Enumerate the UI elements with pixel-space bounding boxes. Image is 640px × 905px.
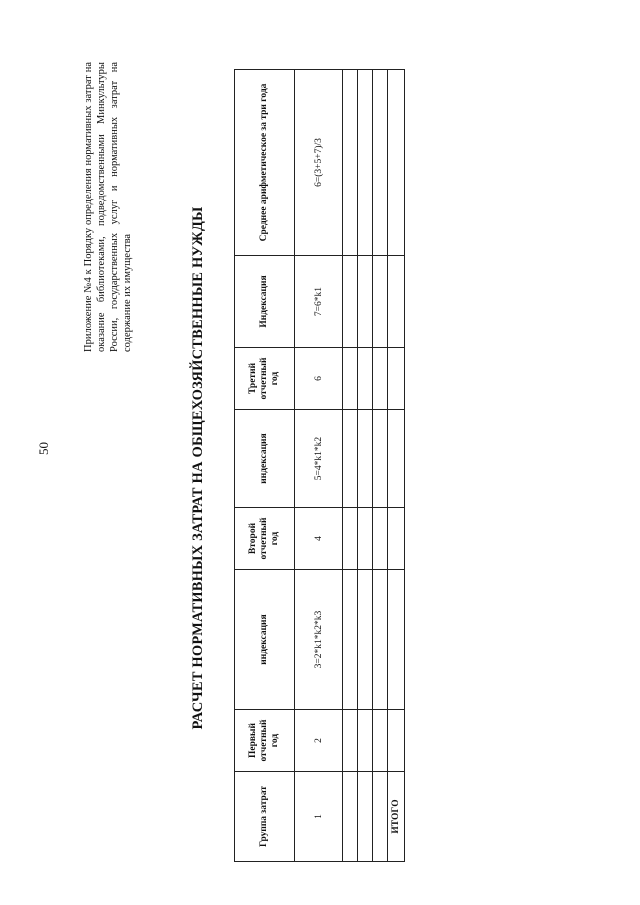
page-number: 50 <box>36 442 51 455</box>
header-cell: Третий отчетный год <box>235 348 295 410</box>
header-cell: Второй отчетный год <box>235 508 295 570</box>
header-cell: Группа затрат <box>235 772 295 862</box>
header-row <box>235 70 295 862</box>
total-row <box>388 70 405 862</box>
header-cell: Первый отчетный год <box>235 710 295 772</box>
annex-reference: Приложение №4 к Порядку определения нормативных затрат на оказание библиотеками, подведомственными Минкультуры России, государственных услуг и нормативных затрат на содержание их имущества <box>83 62 133 352</box>
cost-calculation-table <box>234 69 405 862</box>
document-title: РАСЧЕТ НОРМАТИВНЫХ ЗАТРАТ НА ОБЩЕХОЗЯЙСТВЕННЫЕ НУЖДЫ <box>190 206 206 730</box>
formula-cell: 6=(3+5+7)/3 <box>295 70 343 256</box>
empty-row <box>373 70 388 862</box>
empty-row <box>358 70 373 862</box>
header-cell: индексация <box>235 570 295 710</box>
formula-cell: 2 <box>295 710 343 772</box>
formula-row <box>295 70 343 862</box>
header-cell: индексация <box>235 410 295 508</box>
header-cell: Индексация <box>235 256 295 348</box>
formula-cell: 3=2*k1*k2*k3 <box>295 570 343 710</box>
formula-cell: 1 <box>295 772 343 862</box>
empty-row <box>343 70 358 862</box>
header-cell: Среднее арифметическое за три года <box>235 70 295 256</box>
formula-cell: 6 <box>295 348 343 410</box>
formula-cell: 7=6*k1 <box>295 256 343 348</box>
cost-calculation-table-wrapper <box>234 70 404 862</box>
formula-cell: 5=4*k1*k2 <box>295 410 343 508</box>
formula-cell: 4 <box>295 508 343 570</box>
total-label: ИТОГО <box>388 772 405 862</box>
